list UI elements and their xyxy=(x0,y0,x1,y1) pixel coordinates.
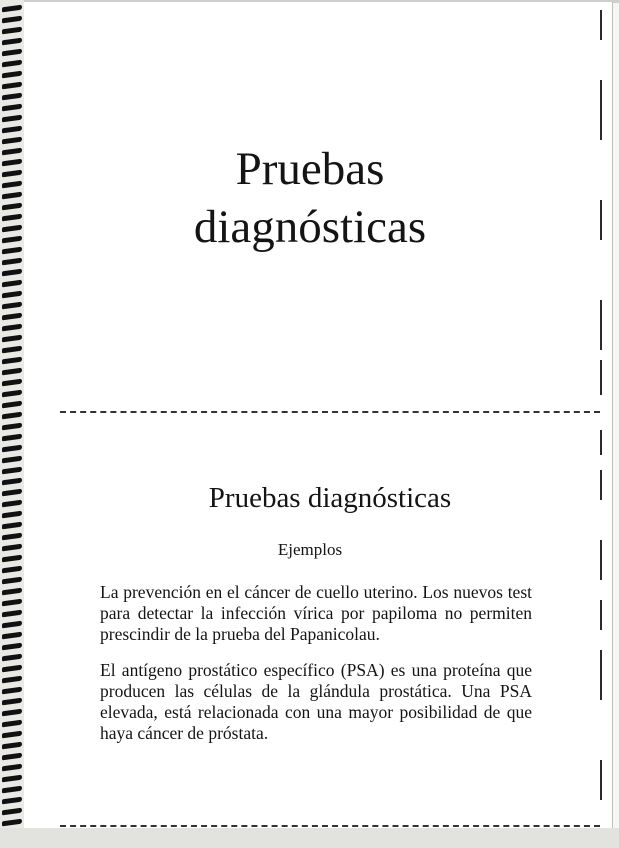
spiral-coil xyxy=(2,621,22,629)
paragraph-cervical-cancer: La prevención en el cáncer de cuello uterino. Los nuevos test para detectar la infección vírica por papiloma no permiten prescindir de la prueba del Papanicolau. xyxy=(100,582,532,644)
spiral-coil xyxy=(2,742,22,750)
spiral-coil xyxy=(2,489,22,497)
spiral-coil xyxy=(2,797,22,805)
spiral-coil xyxy=(2,313,22,321)
spiral-coil xyxy=(2,280,22,288)
spiral-coil xyxy=(2,456,22,464)
spiral-coil xyxy=(2,412,22,420)
spiral-coil xyxy=(2,709,22,717)
spiral-coil xyxy=(2,665,22,673)
spiral-coil xyxy=(2,225,22,233)
spiral-coil xyxy=(2,698,22,706)
spiral-coil xyxy=(2,775,22,783)
spiral-coil xyxy=(2,148,22,156)
slide-bottom-border xyxy=(60,825,600,827)
spiral-coil xyxy=(2,555,22,563)
spiral-coil xyxy=(2,137,22,145)
spiral-coil xyxy=(2,478,22,486)
spiral-coil xyxy=(2,269,22,277)
spiral-coil xyxy=(2,511,22,519)
spiral-coil xyxy=(2,104,22,112)
spiral-coil xyxy=(2,808,22,816)
spiral-coil xyxy=(2,577,22,585)
spiral-coil xyxy=(2,566,22,574)
paragraph-psa: El antígeno prostático específico (PSA) es una proteína que producen las células de la glándula prostática. Una PSA elevada, está relacionada con una mayor posibilidad de que haya cáncer de próstata. xyxy=(100,660,532,743)
spiral-coil xyxy=(2,467,22,475)
slide-separator xyxy=(60,411,600,413)
spiral-coil xyxy=(2,753,22,761)
spiral-coil xyxy=(2,170,22,178)
spiral-coil xyxy=(2,192,22,200)
spiral-coil xyxy=(2,522,22,530)
spiral-coil xyxy=(2,643,22,651)
spiral-coil xyxy=(2,93,22,101)
spiral-coil xyxy=(2,544,22,552)
spiral-coil xyxy=(2,16,22,24)
spiral-coil xyxy=(2,335,22,343)
spiral-coil xyxy=(2,49,22,57)
spiral-coil xyxy=(2,731,22,739)
spiral-coil xyxy=(2,214,22,222)
spiral-coil xyxy=(2,291,22,299)
spiral-coil xyxy=(2,401,22,409)
spiral-coil xyxy=(2,159,22,167)
spiral-coil xyxy=(2,236,22,244)
spiral-coil xyxy=(2,423,22,431)
spiral-coil xyxy=(2,379,22,387)
spiral-coil xyxy=(2,346,22,354)
spiral-coil xyxy=(2,115,22,123)
spiral-coil xyxy=(2,434,22,442)
spiral-coil xyxy=(2,390,22,398)
page-bottom-edge xyxy=(0,828,619,848)
slide-2-title: Pruebas diagnósticas xyxy=(208,482,452,514)
spiral-coil xyxy=(2,126,22,134)
spiral-coil xyxy=(2,181,22,189)
spiral-coil xyxy=(2,533,22,541)
spiral-coil xyxy=(2,60,22,68)
spiral-coil xyxy=(2,445,22,453)
spiral-coil xyxy=(2,302,22,310)
spiral-coil xyxy=(2,764,22,772)
slide-2-subtitle: Ejemplos xyxy=(277,540,343,559)
spiral-coil xyxy=(2,610,22,618)
spiral-coil xyxy=(2,599,22,607)
spiral-coil xyxy=(2,720,22,728)
spiral-coil xyxy=(2,368,22,376)
spiral-coil xyxy=(2,687,22,695)
spiral-coil xyxy=(2,71,22,79)
spiral-coil xyxy=(2,588,22,596)
spiral-coil xyxy=(2,786,22,794)
spiral-coil xyxy=(2,258,22,266)
spiral-coil xyxy=(2,324,22,332)
spiral-coil xyxy=(2,82,22,90)
spiral-coil xyxy=(2,676,22,684)
spiral-coil xyxy=(2,819,22,827)
spiral-binding xyxy=(0,0,24,848)
spiral-coil xyxy=(2,500,22,508)
spiral-coil xyxy=(2,27,22,35)
spiral-coil xyxy=(2,632,22,640)
spiral-coil xyxy=(2,203,22,211)
spiral-coil xyxy=(2,5,22,13)
spiral-coil xyxy=(2,357,22,365)
slide-1-title: Pruebas diagnósticas xyxy=(193,143,427,253)
spiral-coil xyxy=(2,654,22,662)
spiral-coil xyxy=(2,247,22,255)
spiral-coil xyxy=(2,38,22,46)
